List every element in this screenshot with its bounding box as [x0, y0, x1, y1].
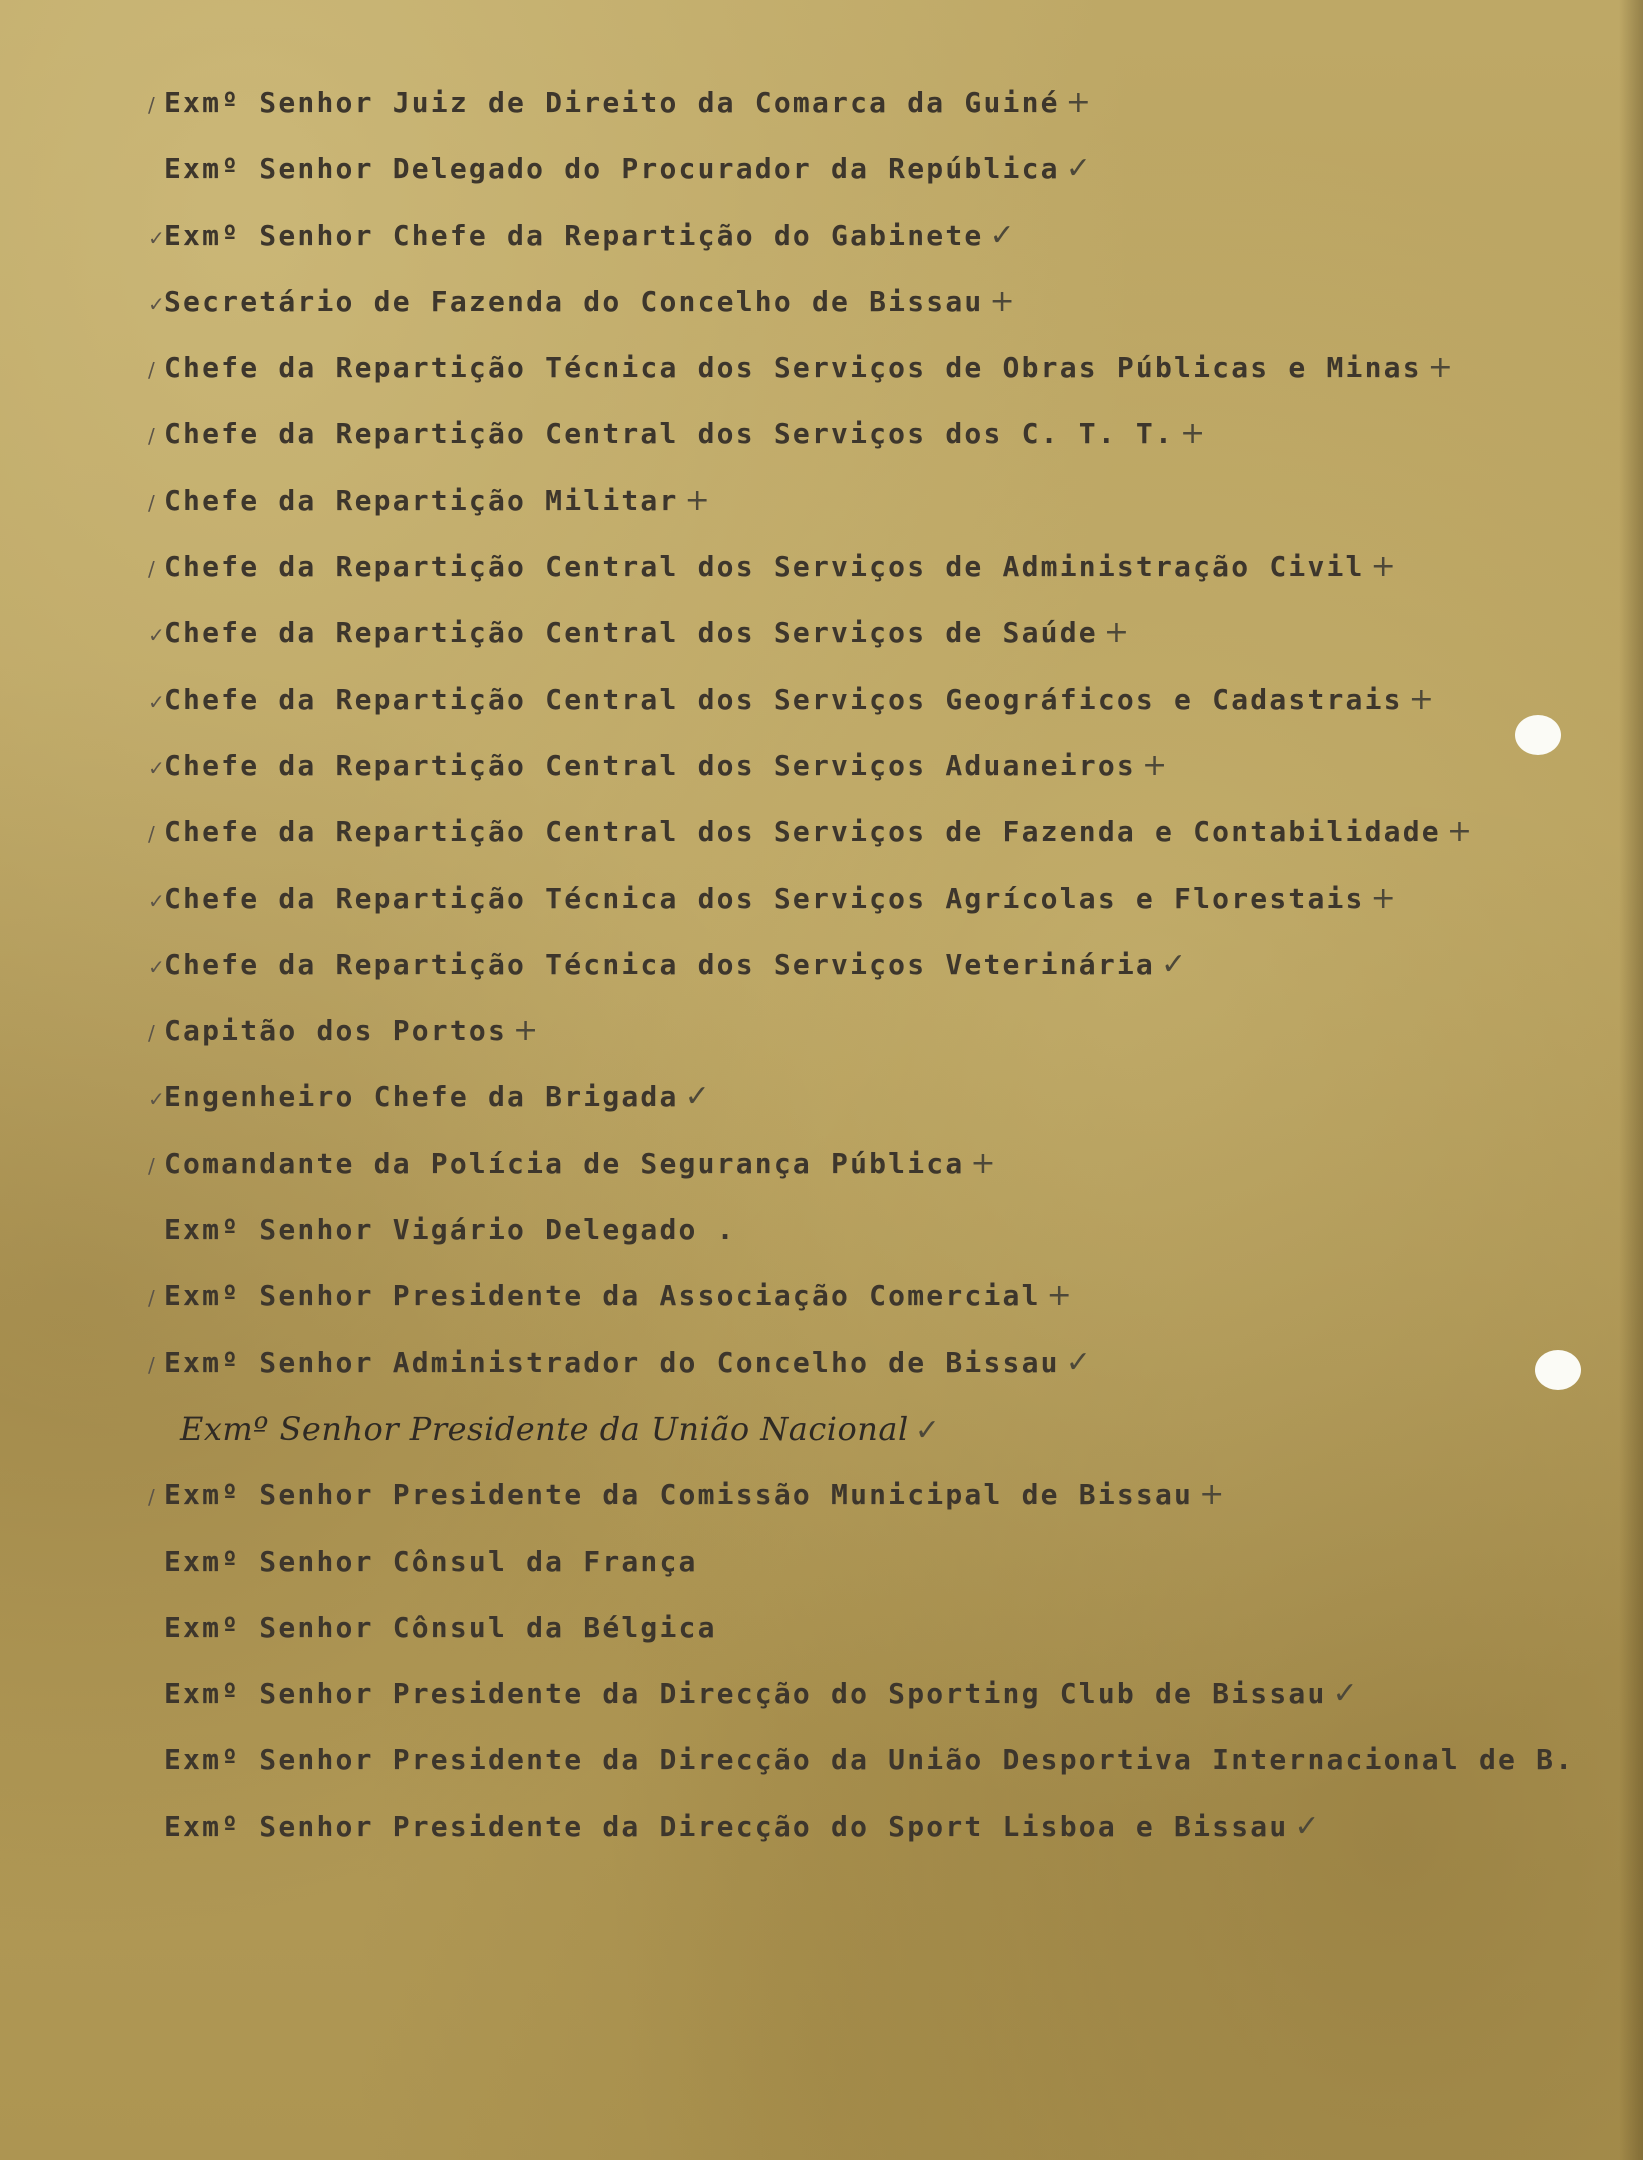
check-mark: + — [1370, 880, 1398, 916]
recipient-line — [148, 1131, 1628, 1197]
recipient-line — [148, 1197, 1628, 1263]
recipient-text: Chefe da Repartição Técnica dos Serviços Agrícolas e Florestais — [164, 881, 1365, 915]
recipient-text: Exmº Senhor Vigário Delegado . — [164, 1213, 736, 1247]
recipient-line — [148, 1794, 1628, 1860]
recipient-line — [148, 70, 1628, 136]
recipient-line — [148, 534, 1628, 600]
recipient-line — [148, 600, 1628, 666]
recipient-line — [148, 1727, 1628, 1793]
recipient-line — [148, 1396, 1628, 1462]
recipient-text: Exmº Senhor Juiz de Direito da Comarca da Guiné — [164, 86, 1060, 119]
margin-tick: ✓ — [148, 291, 167, 316]
check-mark: ✓ — [1065, 151, 1094, 187]
recipient-line — [148, 1595, 1628, 1661]
margin-tick: ✓ — [148, 623, 167, 648]
recipient-text: Exmº Senhor Presidente da Direcção do Sporting Club de Bissau — [164, 1677, 1327, 1711]
check-mark: ✓ — [1332, 1676, 1360, 1712]
recipient-text: Engenheiro Chefe da Brigada — [164, 1080, 679, 1114]
check-mark: ✓ — [1065, 1344, 1094, 1380]
recipient-text: Chefe da Repartição Central dos Serviços Geográficos e Cadastrais — [164, 682, 1403, 716]
recipient-line — [148, 998, 1628, 1064]
recipient-text: Exmº Senhor Presidente da Direcção da União Desportiva Internacional de B. — [164, 1743, 1575, 1777]
check-mark: + — [1427, 350, 1456, 386]
margin-tick: ✓ — [148, 689, 167, 714]
recipient-line — [148, 1462, 1628, 1528]
recipient-text: Capitão dos Portos — [164, 1014, 508, 1048]
recipient-line — [148, 203, 1628, 269]
recipient-line — [148, 401, 1628, 467]
recipient-line — [148, 799, 1628, 865]
recipient-line — [148, 1330, 1628, 1396]
check-mark: + — [684, 482, 712, 518]
check-mark: ✓ — [1161, 946, 1189, 982]
check-mark: + — [989, 283, 1017, 319]
check-mark: ✓ — [1294, 1808, 1322, 1844]
check-mark: + — [1199, 1477, 1227, 1513]
recipient-text: Chefe da Repartição Central dos Serviços de Fazenda e Contabilidade — [164, 815, 1441, 849]
check-mark: ✓ — [914, 1412, 943, 1448]
margin-tick: / — [148, 424, 157, 449]
recipient-text: Chefe da Repartição Militar — [164, 483, 679, 517]
recipient-text: Chefe da Repartição Técnica dos Serviços de Obras Públicas e Minas — [164, 351, 1422, 385]
margin-tick: ✓ — [148, 1087, 167, 1112]
check-mark: + — [1141, 747, 1170, 783]
recipient-text: Chefe da Repartição Técnica dos Serviços Veterinária — [164, 947, 1155, 981]
recipient-text: Exmº Senhor Presidente da Direcção do Sport Lisboa e Bissau — [164, 1809, 1289, 1843]
recipient-line — [148, 667, 1628, 733]
recipient-text: Exmº Senhor Administrador do Concelho de Bissau — [164, 1345, 1060, 1379]
recipient-text: Exmº Senhor Delegado do Procurador da República — [164, 152, 1060, 186]
margin-tick: / — [148, 557, 157, 582]
recipient-line — [148, 932, 1628, 998]
recipient-text: Exmº Senhor Presidente da Associação Comercial — [164, 1279, 1041, 1313]
check-mark: ✓ — [989, 217, 1017, 253]
recipient-line — [148, 733, 1628, 799]
recipient-text: Secretário de Fazenda do Concelho de Bissau — [164, 284, 984, 318]
recipient-line — [148, 335, 1628, 401]
recipient-text: Chefe da Repartição Central dos Serviços de Saúde — [164, 616, 1098, 650]
recipient-line — [148, 1263, 1628, 1329]
recipient-line — [148, 1064, 1628, 1130]
check-mark: + — [1446, 814, 1475, 850]
margin-tick: / — [148, 822, 157, 847]
margin-tick: / — [148, 1352, 157, 1377]
margin-tick: ✓ — [148, 888, 167, 913]
margin-tick: / — [148, 1153, 157, 1178]
margin-tick: / — [148, 358, 157, 383]
recipient-list — [148, 70, 1628, 1860]
margin-tick: / — [148, 93, 157, 117]
recipient-text: Chefe da Repartição Central dos Serviços dos C. T. T. — [164, 417, 1175, 451]
check-mark: + — [1103, 615, 1132, 651]
check-mark: + — [1370, 549, 1398, 585]
recipient-line — [148, 269, 1628, 335]
margin-tick: ✓ — [148, 755, 167, 780]
recipient-line — [148, 866, 1628, 932]
recipient-text: Exmº Senhor Cônsul da França — [164, 1544, 698, 1578]
handwritten-recipient: Exmº Senhor Presidente da União Nacional — [180, 1409, 909, 1448]
check-mark: + — [513, 1013, 541, 1049]
recipient-line — [148, 136, 1628, 202]
margin-tick: / — [148, 490, 157, 515]
check-mark: + — [1065, 85, 1094, 120]
recipient-text: Exmº Senhor Cônsul da Bélgica — [164, 1610, 717, 1644]
margin-tick: ✓ — [148, 954, 167, 979]
check-mark: ✓ — [684, 1079, 712, 1115]
recipient-text: Exmº Senhor Chefe da Repartição do Gabinete — [164, 218, 984, 252]
margin-tick: / — [148, 1021, 157, 1046]
recipient-text: Chefe da Repartição Central dos Serviços de Administração Civil — [164, 550, 1365, 584]
recipient-line — [148, 468, 1628, 534]
margin-tick: / — [148, 1286, 157, 1311]
recipient-line — [148, 1529, 1628, 1595]
margin-tick: / — [148, 1485, 157, 1510]
margin-tick: ✓ — [148, 225, 167, 250]
check-mark: + — [1046, 1278, 1074, 1314]
recipient-line — [148, 1661, 1628, 1727]
recipient-text: Chefe da Repartição Central dos Serviços Aduaneiros — [164, 748, 1136, 782]
recipient-text: Comandante da Polícia de Segurança Pública — [164, 1146, 965, 1180]
check-mark: + — [970, 1145, 998, 1181]
recipient-text: Exmº Senhor Presidente da Comissão Municipal de Bissau — [164, 1478, 1194, 1512]
check-mark: + — [1408, 681, 1437, 717]
check-mark: + — [1180, 416, 1208, 452]
